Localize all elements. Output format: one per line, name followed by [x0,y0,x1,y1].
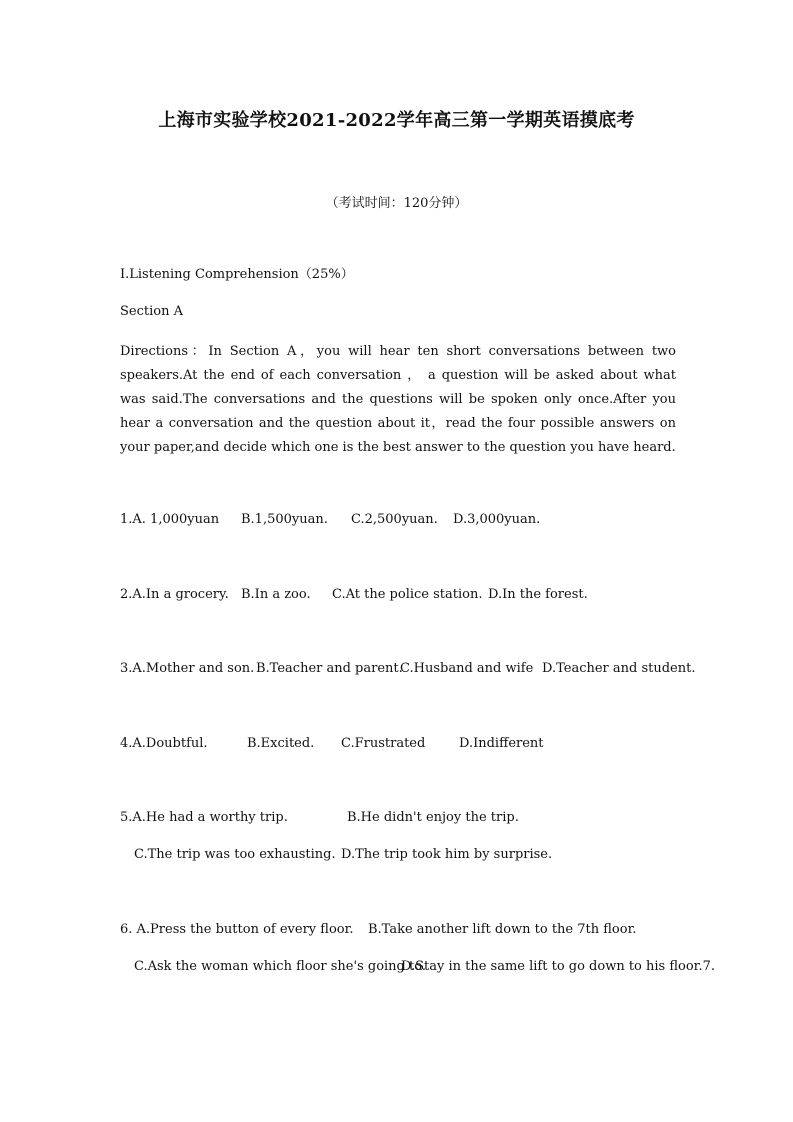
question-6-option-c: C.Ask the woman which floor she's going to. [134,959,426,974]
question-1-option-a: 1.A. 1,000yuan [120,512,220,527]
question-3-option-b: B.Teacher and parent. [256,661,403,676]
question-5-option-c: C.The trip was too exhausting. [134,847,336,862]
question-6-option-b: B.Take another lift down to the 7th floor. [368,922,637,937]
question-5-option-b: B.He didn't enjoy the trip. [347,810,519,825]
question-2-option-c: C.At the police station. [332,587,483,602]
question-1-option-d: D.3,000yuan. [453,512,541,527]
question-4-option-c: C.Frustrated [341,736,426,751]
question-3-option-c: C.Husband and wife [400,661,534,676]
exam-title: 上海市实验学校2021-2022学年高三第一学期英语摸底考 [158,110,635,131]
question-3-option-a: 3.A.Mother and son. [120,661,255,676]
question-4-option-b: B.Excited. [247,736,315,751]
question-5-option-d: D.The trip took him by surprise. [341,847,553,862]
exam-duration: （考试时间：120分钟） [325,196,468,211]
section-heading: Section A [120,304,183,319]
question-1-option-c: C.2,500yuan. [351,512,438,527]
question-4-option-d: D.Indifferent [459,736,544,751]
directions-paragraph: Directions：In Section A，you will hear ten short conversations between two speakers.At the end of each conversation ， a question will be asked about what was said.The conversations and the questions will be spoken only once.After you hear a conversation and the question about it，read the four possible answers on your paper,and decide which one is the best answer to the question you have heard. [120,344,676,455]
question-3-option-d: D.Teacher and student. [542,661,696,676]
question-6-option-d: D.Stay in the same lift to go down to his floor.7. [401,959,715,974]
question-2-option-a: 2.A.In a grocery. [120,587,229,602]
question-2-option-d: D.In the forest. [488,587,588,602]
question-6-option-a: 6. A.Press the button of every floor. [120,922,354,937]
question-5-option-a: 5.A.He had a worthy trip. [120,810,288,825]
question-1-option-b: B.1,500yuan. [241,512,328,527]
part-heading: I.Listening Comprehension（25%） [120,267,354,282]
question-4-option-a: 4.A.Doubtful. [120,736,208,751]
question-2-option-b: B.In a zoo. [241,587,311,602]
